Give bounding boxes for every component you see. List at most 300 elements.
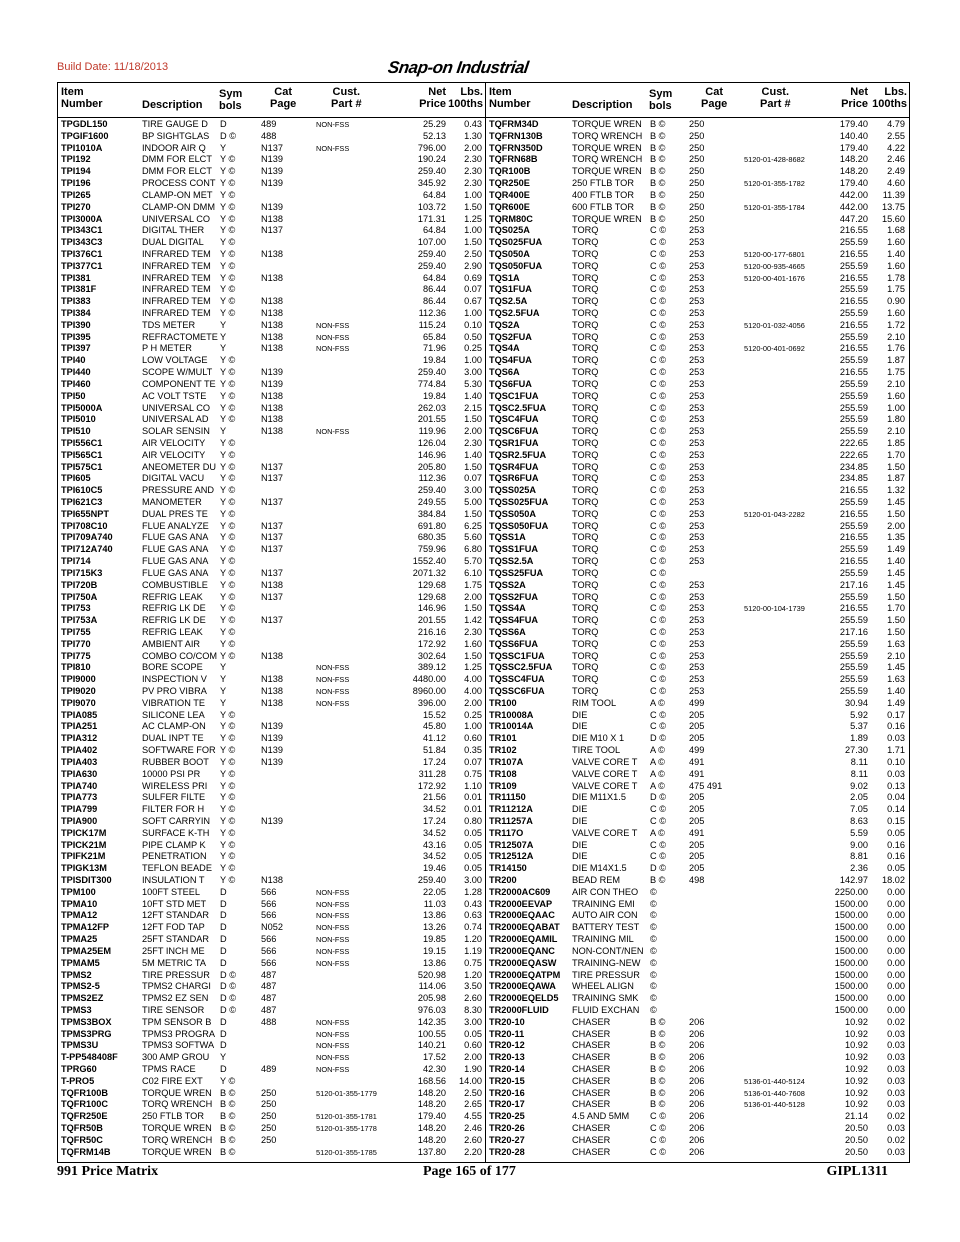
net-price: 217.16 [839, 579, 868, 590]
description: TORQ [572, 308, 599, 318]
description: INDOOR AIR Q [142, 142, 206, 153]
net-price: 114.06 [418, 981, 446, 992]
weight: 0.43 [464, 119, 482, 129]
table-row [486, 1088, 909, 1100]
symbols: A © [650, 780, 665, 791]
description: TORQ [572, 378, 599, 389]
table-row [58, 816, 485, 828]
item-number: TQR250E [489, 178, 530, 189]
item-number: TQS2.5FUA [489, 308, 540, 318]
symbols: Y [220, 426, 227, 437]
cat-page: 253 [689, 461, 705, 472]
net-price: 249.55 [417, 497, 446, 507]
net-price: 1500.00 [834, 993, 868, 1004]
description: AC CLAMP-ON [142, 721, 206, 732]
description: WHEEL ALIGN [572, 981, 634, 992]
table-row [58, 627, 485, 639]
page-number: Page 165 of 177 [423, 1164, 516, 1179]
description: AMBIENT AIR [142, 638, 201, 649]
item-number: TPI265 [61, 189, 91, 200]
table-row [486, 757, 909, 769]
net-price: 255.59 [839, 426, 868, 437]
cat-page: N137 [261, 532, 283, 543]
description: AC VOLT TSTE [142, 390, 207, 401]
description: P H METER [142, 343, 192, 354]
weight: 2.00 [464, 697, 482, 708]
symbols: C © [650, 839, 666, 850]
table-row [486, 816, 909, 828]
description: TORQUE WREN [572, 119, 642, 129]
item-number: TPI720B [61, 579, 98, 590]
cat-page: 205 [689, 792, 705, 803]
description: TORQUE WREN [572, 213, 642, 224]
description: PENETRATION [142, 851, 207, 862]
weight: 0.03 [887, 1028, 905, 1039]
symbols: D © [650, 863, 666, 874]
weight: 0.01 [464, 804, 482, 815]
item-number: TPGIF1600 [61, 130, 109, 141]
description: 12FT FOD TAP [142, 922, 205, 933]
net-price: 5.37 [850, 721, 868, 732]
cust-part: NON-FSS [316, 1065, 350, 1074]
net-price: 34.52 [423, 827, 446, 838]
net-price: 396.00 [417, 697, 446, 708]
symbols: Y [220, 343, 227, 354]
table-row [486, 568, 909, 580]
symbols: C © [650, 544, 666, 555]
symbols: Y © [220, 709, 236, 720]
table-row [486, 592, 909, 604]
item-number: TPI376C1 [61, 248, 103, 259]
net-price: 142.97 [839, 875, 868, 885]
cat-page: N137 [261, 225, 283, 236]
cat-page: 253 [689, 284, 705, 295]
table-row [58, 426, 485, 438]
item-number: TQFRN130B [489, 130, 543, 141]
description: DIGITAL VACU [142, 473, 205, 484]
net-price: 5.59 [850, 827, 868, 838]
cat-page: 566 [261, 886, 277, 897]
weight: 1.40 [464, 390, 482, 401]
item-number: TPI708C10 [61, 520, 108, 531]
weight: 4.79 [887, 119, 905, 129]
weight: 2.46 [464, 1123, 482, 1134]
net-price: 22.05 [423, 886, 446, 897]
item-number: TPI575C1 [61, 461, 103, 472]
table-row [58, 1029, 485, 1041]
table-row [58, 273, 485, 285]
table-row [58, 391, 485, 403]
description: TORQ [572, 426, 599, 437]
weight: 1.60 [887, 390, 905, 401]
item-number: TPMA25 [61, 934, 98, 945]
net-price: 43.16 [423, 839, 446, 850]
net-price: 216.55 [839, 225, 868, 236]
cat-page: 488 [261, 130, 277, 141]
cat-page: 205 [689, 709, 705, 720]
description: COMBO CO/COM [142, 650, 218, 661]
left-rows [58, 119, 485, 1159]
symbols: B © [650, 213, 666, 224]
description: TORQ [572, 390, 599, 401]
item-number: TQSSC6FUA [489, 686, 545, 696]
table-row [486, 119, 909, 131]
symbols: B © [220, 1134, 236, 1145]
description: VALVE CORE T [572, 780, 638, 791]
net-price: 680.35 [417, 532, 446, 543]
weight: 2.00 [887, 520, 905, 531]
weight: 1.70 [887, 603, 905, 614]
item-number: TQSSC4FUA [489, 674, 545, 685]
symbols: Y © [220, 355, 236, 366]
cat-page: N138 [261, 579, 283, 590]
cat-page: N139 [261, 178, 283, 189]
item-number: TPI390 [61, 319, 91, 330]
symbols: C © [650, 615, 666, 626]
description: TORQ [572, 591, 599, 602]
item-number: TPMS2EZ [61, 993, 104, 1004]
description: TORQ [572, 686, 599, 696]
description: DIE [572, 839, 588, 850]
symbols: B © [650, 1099, 666, 1110]
net-price: 255.59 [839, 674, 868, 685]
table-row [58, 804, 485, 816]
cat-page: 253 [689, 331, 705, 342]
description: TIRE GAUGE D [142, 119, 208, 129]
item-number: TPIA403 [61, 756, 98, 767]
item-number: TPI5010 [61, 414, 96, 425]
symbols: Y © [220, 875, 236, 885]
net-price: 86.44 [423, 284, 446, 295]
item-number: TPIA773 [61, 792, 98, 803]
weight: 2.55 [887, 130, 905, 141]
table-row [58, 603, 485, 615]
description: DIE M11X1.5 [572, 792, 626, 803]
description: VALVE CORE T [572, 827, 638, 838]
symbols: © [650, 993, 657, 1004]
item-number: TPIGK13M [61, 863, 107, 874]
net-price: 13.26 [423, 922, 446, 933]
net-price: 27.30 [845, 745, 868, 756]
cat-page: N138 [261, 390, 283, 401]
cat-page: 205 [689, 851, 705, 862]
net-price: 759.96 [417, 544, 446, 555]
item-number: TPIA085 [61, 709, 98, 720]
cat-page: N138 [261, 319, 283, 330]
cat-page: 489 [261, 119, 277, 129]
cat-page: N138 [261, 331, 283, 342]
cust-part: 5120-00-401-0692 [744, 344, 805, 354]
description: TORQ [572, 248, 599, 259]
item-number: TR12507A [489, 839, 534, 850]
item-number: TPI381F [61, 284, 97, 295]
item-number: TPI40 [61, 355, 86, 366]
net-price: 10.92 [845, 1040, 868, 1051]
cat-page: 253 [689, 272, 705, 283]
net-price: 255.59 [839, 567, 868, 578]
weight: 1.50 [464, 461, 482, 472]
weight: 0.03 [887, 768, 905, 779]
symbols: Y © [220, 626, 236, 637]
cat-page: N138 [261, 697, 283, 708]
description: TPMS2 CHARGI [142, 981, 211, 992]
net-price: 13.86 [423, 910, 446, 921]
net-price: 64.84 [423, 189, 446, 200]
table-row [486, 438, 909, 450]
item-number: TQS1A [489, 272, 520, 283]
table-row [58, 1099, 485, 1111]
table-row [486, 792, 909, 804]
description: TORQ [572, 284, 599, 295]
net-price: 86.44 [423, 296, 446, 307]
table-row [58, 662, 485, 674]
description: CHASER [572, 1075, 611, 1086]
symbols: Y © [220, 638, 236, 649]
symbols: C © [650, 721, 666, 732]
cat-page: 250 [261, 1123, 277, 1134]
item-number: TPIA630 [61, 768, 98, 779]
weight: 18.02 [882, 875, 905, 885]
symbols: C © [650, 567, 666, 578]
item-number: TPICK21M [61, 839, 107, 850]
net-price: 11.03 [423, 898, 446, 909]
cat-page: 206 [689, 1040, 705, 1051]
weight: 1.20 [464, 969, 482, 980]
item-number: TQS1FUA [489, 284, 532, 295]
item-number: TPMA10 [61, 898, 98, 909]
symbols: B © [650, 875, 666, 885]
symbols: Y © [220, 745, 236, 756]
cat-page: 253 [689, 449, 705, 460]
symbols: B © [220, 1087, 236, 1098]
net-price: 19.85 [423, 934, 446, 945]
weight: 3.00 [464, 875, 482, 885]
table-row [486, 981, 909, 993]
item-number: TPI192 [61, 154, 91, 165]
symbols: C © [650, 1134, 666, 1145]
net-price: 140.21 [417, 1040, 446, 1051]
item-number: TPI755 [61, 626, 91, 637]
cat-page: 253 [689, 544, 705, 555]
table-row [58, 497, 485, 509]
table-row [486, 828, 909, 840]
cat-page: 206 [689, 1028, 705, 1039]
weight: 6.25 [464, 520, 482, 531]
cust-part: 5120-01-043-2282 [744, 509, 805, 519]
description: TPMS3 SOFTWA [142, 1040, 215, 1051]
description: RIM TOOL [572, 697, 617, 708]
table-row [486, 556, 909, 568]
net-price: 148.20 [417, 1123, 446, 1134]
symbols: © [650, 945, 657, 956]
symbols: A © [650, 756, 665, 767]
cat-page: N137 [261, 497, 283, 507]
net-price: 259.40 [417, 875, 446, 885]
item-number: TPIA799 [61, 804, 98, 815]
item-number: TR102 [489, 745, 517, 756]
description: TDS METER [142, 319, 196, 330]
cat-page: 253 [689, 520, 705, 531]
weight: 0.25 [464, 709, 482, 720]
table-row [486, 343, 909, 355]
table-row [486, 1099, 909, 1111]
cat-page: N138 [261, 674, 283, 685]
item-number: TPI196 [61, 178, 91, 189]
cat-page: 253 [689, 532, 705, 543]
item-number: TPI775 [61, 650, 91, 661]
net-price: 52.13 [423, 130, 446, 141]
description: VALVE CORE T [572, 768, 638, 779]
table-row [58, 1123, 485, 1135]
cust-part: 5120-01-355-1781 [316, 1112, 377, 1122]
weight: 1.78 [887, 272, 905, 283]
symbols: Y © [220, 166, 236, 177]
table-row [486, 851, 909, 863]
header-description: Description [572, 99, 633, 111]
net-price: 520.98 [417, 969, 446, 980]
symbols: © [650, 934, 657, 945]
description: TORQ WRENCH [142, 1134, 213, 1145]
table-row [486, 166, 909, 178]
item-number: TPI270 [61, 201, 91, 212]
item-number: TQFR250E [61, 1111, 108, 1122]
description: REFRIG LK DE [142, 615, 206, 626]
weight: 0.90 [887, 296, 905, 307]
cat-page: 250 [689, 201, 705, 212]
symbols: C © [650, 579, 666, 590]
net-price: 255.59 [839, 308, 868, 318]
symbols: C © [650, 709, 666, 720]
header-net: Net Price [419, 86, 446, 110]
symbols: D © [220, 969, 236, 980]
net-price: 140.40 [839, 130, 868, 141]
table-row [58, 438, 485, 450]
symbols: C © [650, 473, 666, 484]
description: DIE M10 X 1 [572, 733, 625, 744]
item-number: TPIA900 [61, 815, 98, 826]
symbols: A © [650, 745, 665, 756]
cust-part: NON-FSS [316, 143, 350, 153]
table-row [58, 462, 485, 474]
cat-page: 566 [261, 957, 277, 968]
net-price: 255.59 [839, 331, 868, 342]
description: 400 FTLB TOR [572, 189, 634, 200]
table-row [486, 580, 909, 592]
item-number: TQFR50C [61, 1134, 103, 1145]
net-price: 172.92 [417, 780, 446, 791]
description: REFRIG LEAK [142, 626, 203, 637]
item-number: TQS025A [489, 225, 530, 236]
symbols: C © [650, 1111, 666, 1122]
item-number: TPI9020 [61, 686, 96, 696]
description: TORQUE WREN [572, 142, 642, 153]
symbols: Y [220, 662, 227, 673]
symbols: Y © [220, 733, 236, 744]
item-number: TQSS6FUA [489, 638, 539, 649]
symbols: Y © [220, 804, 236, 815]
description: SCOPE W/MULT [142, 367, 213, 378]
net-price: 4480.00 [412, 674, 446, 685]
description: TORQ [572, 579, 599, 590]
table-row [58, 403, 485, 415]
net-price: 103.72 [417, 201, 446, 212]
cat-page: 253 [689, 402, 705, 413]
symbols: C © [650, 248, 666, 259]
weight: 0.00 [887, 1004, 905, 1015]
symbols: B © [650, 142, 666, 153]
description: INFRARED TEM [142, 296, 211, 307]
net-price: 302.64 [417, 650, 446, 661]
weight: 8.30 [464, 1004, 482, 1015]
symbols: Y [220, 142, 227, 153]
net-price: 216.55 [839, 296, 868, 307]
cat-page: 489 [261, 1064, 277, 1074]
weight: 0.07 [464, 284, 482, 295]
symbols: C © [650, 237, 666, 248]
table-row [486, 403, 909, 415]
net-price: 1500.00 [834, 922, 868, 933]
item-number: T-PP548408F [61, 1052, 118, 1063]
symbols: D [220, 898, 227, 909]
cat-page: N139 [261, 154, 283, 165]
description: CHASER [572, 1087, 611, 1098]
symbols: © [650, 910, 657, 921]
description: CHASER [572, 1123, 611, 1134]
item-number: TPI384 [61, 308, 91, 318]
weight: 2.10 [887, 426, 905, 437]
cat-page: 205 [689, 815, 705, 826]
net-price: 255.59 [839, 355, 868, 366]
weight: 0.60 [464, 733, 482, 744]
item-number: TPI343C3 [61, 237, 103, 248]
table-row [486, 946, 909, 958]
table-row [58, 899, 485, 911]
description: BORE SCOPE [142, 662, 203, 673]
description: SILICONE LEA [142, 709, 205, 720]
table-row [58, 710, 485, 722]
description: 25FT INCH ME [142, 945, 205, 956]
table-row [486, 544, 909, 556]
cat-page: 253 [689, 591, 705, 602]
net-price: 119.96 [418, 426, 446, 437]
weight: 0.67 [464, 296, 482, 307]
description: CLAMP-ON MET [142, 189, 213, 200]
table-row [58, 450, 485, 462]
net-price: 259.40 [417, 485, 446, 496]
table-row [58, 946, 485, 958]
weight: 1.28 [464, 886, 482, 897]
table-row [58, 521, 485, 533]
net-price: 17.52 [423, 1052, 446, 1063]
net-price: 216.55 [839, 367, 868, 378]
symbols: C © [650, 851, 666, 862]
net-price: 34.52 [423, 851, 446, 862]
weight: 1.30 [464, 130, 482, 141]
cat-page: 250 [689, 154, 705, 165]
table-row [486, 1135, 909, 1147]
table-row [58, 119, 485, 131]
cust-part: NON-FSS [316, 344, 350, 354]
weight: 2.65 [464, 1099, 482, 1110]
item-number: TPMA25EM [61, 945, 112, 956]
weight: 1.90 [464, 1064, 482, 1074]
symbols: Y © [220, 603, 236, 614]
item-number: TQS6A [489, 367, 520, 378]
weight: 0.15 [887, 815, 905, 826]
table-row [486, 627, 909, 639]
symbols: D © [220, 1004, 236, 1015]
table-row [58, 733, 485, 745]
